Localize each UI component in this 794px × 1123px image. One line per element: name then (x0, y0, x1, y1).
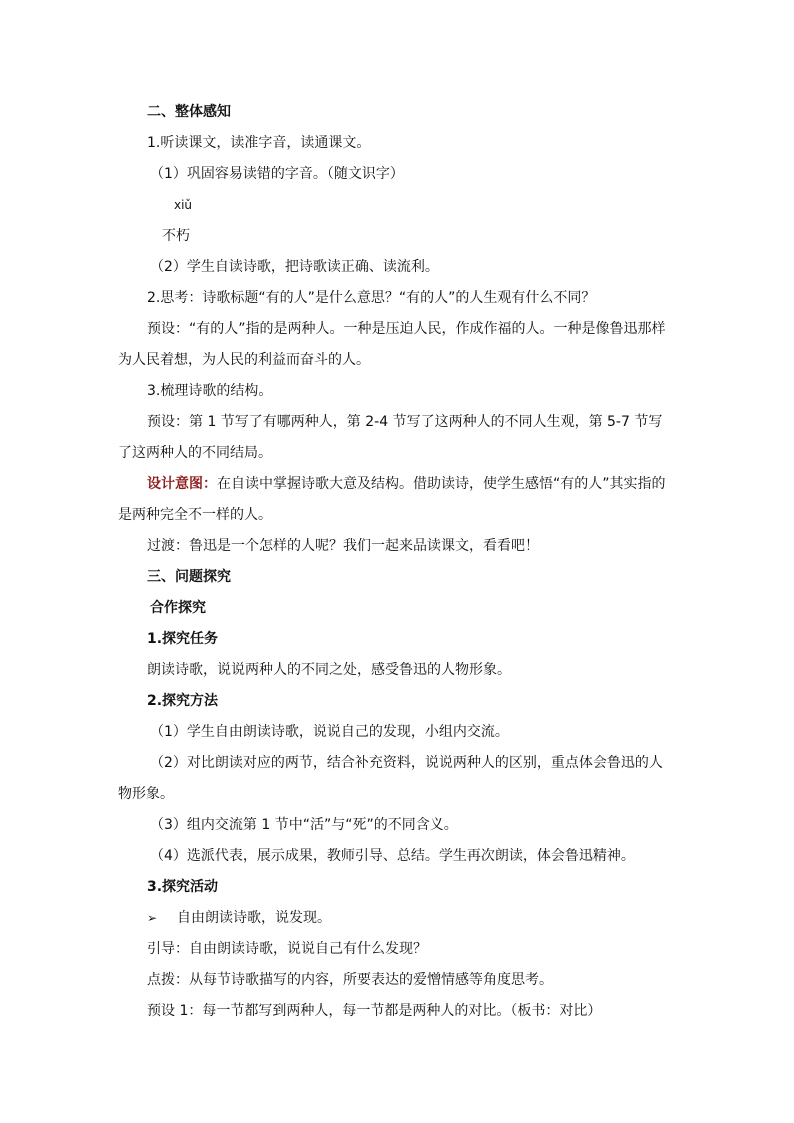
sub-heading-cooperation: 合作探究 (150, 600, 206, 616)
method-title: 2.探究方法 (147, 693, 219, 709)
item-think-question: 2.思考：诗歌标题“有的人”是什么意思？“有的人”的人生观有什么不同？ (147, 290, 596, 306)
hint-text: 点拨：从每节诗歌描写的内容，所要表达的爱憎情感等角度思考。 (147, 972, 553, 988)
item-structure: 3.梳理诗歌的结构。 (147, 383, 273, 399)
sub-item-pronunciation: （1）巩固容易读错的字音。（随文识字） (150, 166, 404, 182)
design-intent (118, 469, 676, 531)
preset-answer-title: 预设：“有的人”指的是两种人。一种是压迫人民，作成作福的人。一种是像鲁迅那样为人民着想，为人民的利益而奋斗的人。 (118, 321, 666, 368)
activity-title: 3.探究活动 (147, 879, 219, 895)
guide-text: 引导：自由朗读诗歌，说说自己有什么发现？ (147, 941, 427, 957)
vocabulary-word: 不朽 (162, 228, 190, 244)
item-listen-read: 1.听读课文，读准字音，读通课文。 (147, 135, 371, 151)
bullet-item (118, 903, 676, 934)
bullet-item-text: 自由朗读诗歌，说发现。 (177, 910, 331, 926)
pinyin-annotation: xiǔ (174, 198, 193, 212)
design-intent-label: 设计意图： (147, 476, 217, 492)
method-item-3: （3）组内交流第 1 节中“活”与“死”的不同含义。 (150, 817, 458, 833)
task-title: 1.探究任务 (147, 631, 219, 647)
document-body (118, 97, 676, 1027)
method-item-1: （1）学生自由朗读诗歌，说说自己的发现，小组内交流。 (150, 724, 509, 740)
task-text: 朗读诗歌，说说两种人的不同之处，感受鲁迅的人物形象。 (147, 662, 511, 678)
section-heading-inquiry: 三、问题探究 (147, 569, 231, 585)
design-intent-text: 在自读中掌握诗歌大意及结构。借助读诗，使学生感悟“有的人”其实指的是两种完全不一样的人。 (118, 476, 666, 523)
method-item-4: （4）选派代表，展示成果，教师引导、总结。学生再次朗读，体会鲁迅精神。 (150, 848, 635, 864)
section-heading-overall: 二、整体感知 (147, 104, 231, 120)
transition-text: 过渡：鲁迅是一个怎样的人呢？我们一起来品读课文，看看吧！ (147, 538, 539, 554)
preset-answer-last: 预设 1：每一节都写到两种人，每一节都是两种人的对比。（板书：对比） (147, 1003, 602, 1019)
sub-item-self-read: （2）学生自读诗歌，把诗歌读正确、读流利。 (150, 259, 439, 275)
method-item-2: （2）对比朗读对应的两节，结合补充资料，说说两种人的区别，重点体会鲁迅的人物形象。 (118, 755, 663, 802)
preset-answer-structure: 预设：第 1 节写了有哪两种人，第 2-4 节写了这两种人的不同人生观，第 5-7 节写了这两种人的不同结局。 (118, 414, 663, 461)
bullet-arrow-icon: ➢ (147, 911, 158, 925)
